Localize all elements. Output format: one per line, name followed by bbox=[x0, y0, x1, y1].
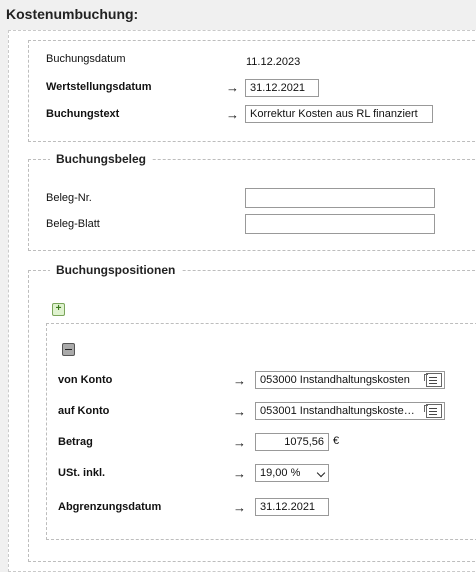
page-title: Kostenumbuchung: bbox=[6, 6, 139, 22]
ust-label: USt. inkl. bbox=[58, 467, 106, 479]
auf-konto-label: auf Konto bbox=[58, 405, 110, 417]
buchungsbeleg-legend: Buchungsbeleg bbox=[50, 152, 152, 166]
beleg-nr-label: Beleg-Nr. bbox=[46, 192, 92, 204]
betrag-input[interactable]: 1075,56 bbox=[255, 433, 329, 451]
buchungspositionen-legend: Buchungspositionen bbox=[50, 263, 181, 277]
wertstellungsdatum-input[interactable]: 31.12.2021 bbox=[245, 79, 319, 97]
buchungsdatum-label: Buchungsdatum bbox=[46, 53, 126, 65]
arrow-icon: → bbox=[233, 404, 246, 419]
arrow-icon: → bbox=[226, 107, 239, 122]
buchungsdatum-value: 11.12.2023 bbox=[246, 56, 301, 68]
von-konto-label: von Konto bbox=[58, 374, 113, 386]
von-konto-input[interactable]: 053000 Instandhaltungskosten bbox=[255, 371, 445, 389]
plus-icon[interactable]: + bbox=[52, 303, 65, 316]
lookup-icon[interactable] bbox=[426, 373, 442, 387]
arrow-icon: → bbox=[233, 435, 246, 450]
arrow-icon: → bbox=[233, 500, 246, 515]
minus-icon[interactable] bbox=[62, 343, 75, 356]
lookup-icon[interactable] bbox=[426, 404, 442, 418]
currency-symbol: € bbox=[333, 435, 340, 447]
ust-select[interactable] bbox=[255, 464, 329, 482]
arrow-icon: → bbox=[233, 373, 246, 388]
auf-konto-input[interactable]: 053001 Instandhaltungskoste… bbox=[255, 402, 445, 420]
wertstellungsdatum-label: Wertstellungsdatum bbox=[46, 81, 152, 93]
ust-select-value: 19,00 % bbox=[260, 467, 301, 479]
beleg-blatt-input[interactable] bbox=[245, 214, 435, 234]
beleg-blatt-label: Beleg-Blatt bbox=[46, 218, 100, 230]
betrag-label: Betrag bbox=[58, 436, 93, 448]
arrow-icon: → bbox=[226, 80, 239, 95]
beleg-nr-input[interactable] bbox=[245, 188, 435, 208]
abgrenzungsdatum-input[interactable]: 31.12.2021 bbox=[255, 498, 329, 516]
abgrenzungsdatum-label: Abgrenzungsdatum bbox=[58, 501, 162, 513]
buchungstext-input[interactable]: Korrektur Kosten aus RL finanziert bbox=[245, 105, 433, 123]
buchungstext-label: Buchungstext bbox=[46, 108, 120, 120]
chevron-down-icon bbox=[317, 469, 325, 477]
arrow-icon: → bbox=[233, 466, 246, 481]
